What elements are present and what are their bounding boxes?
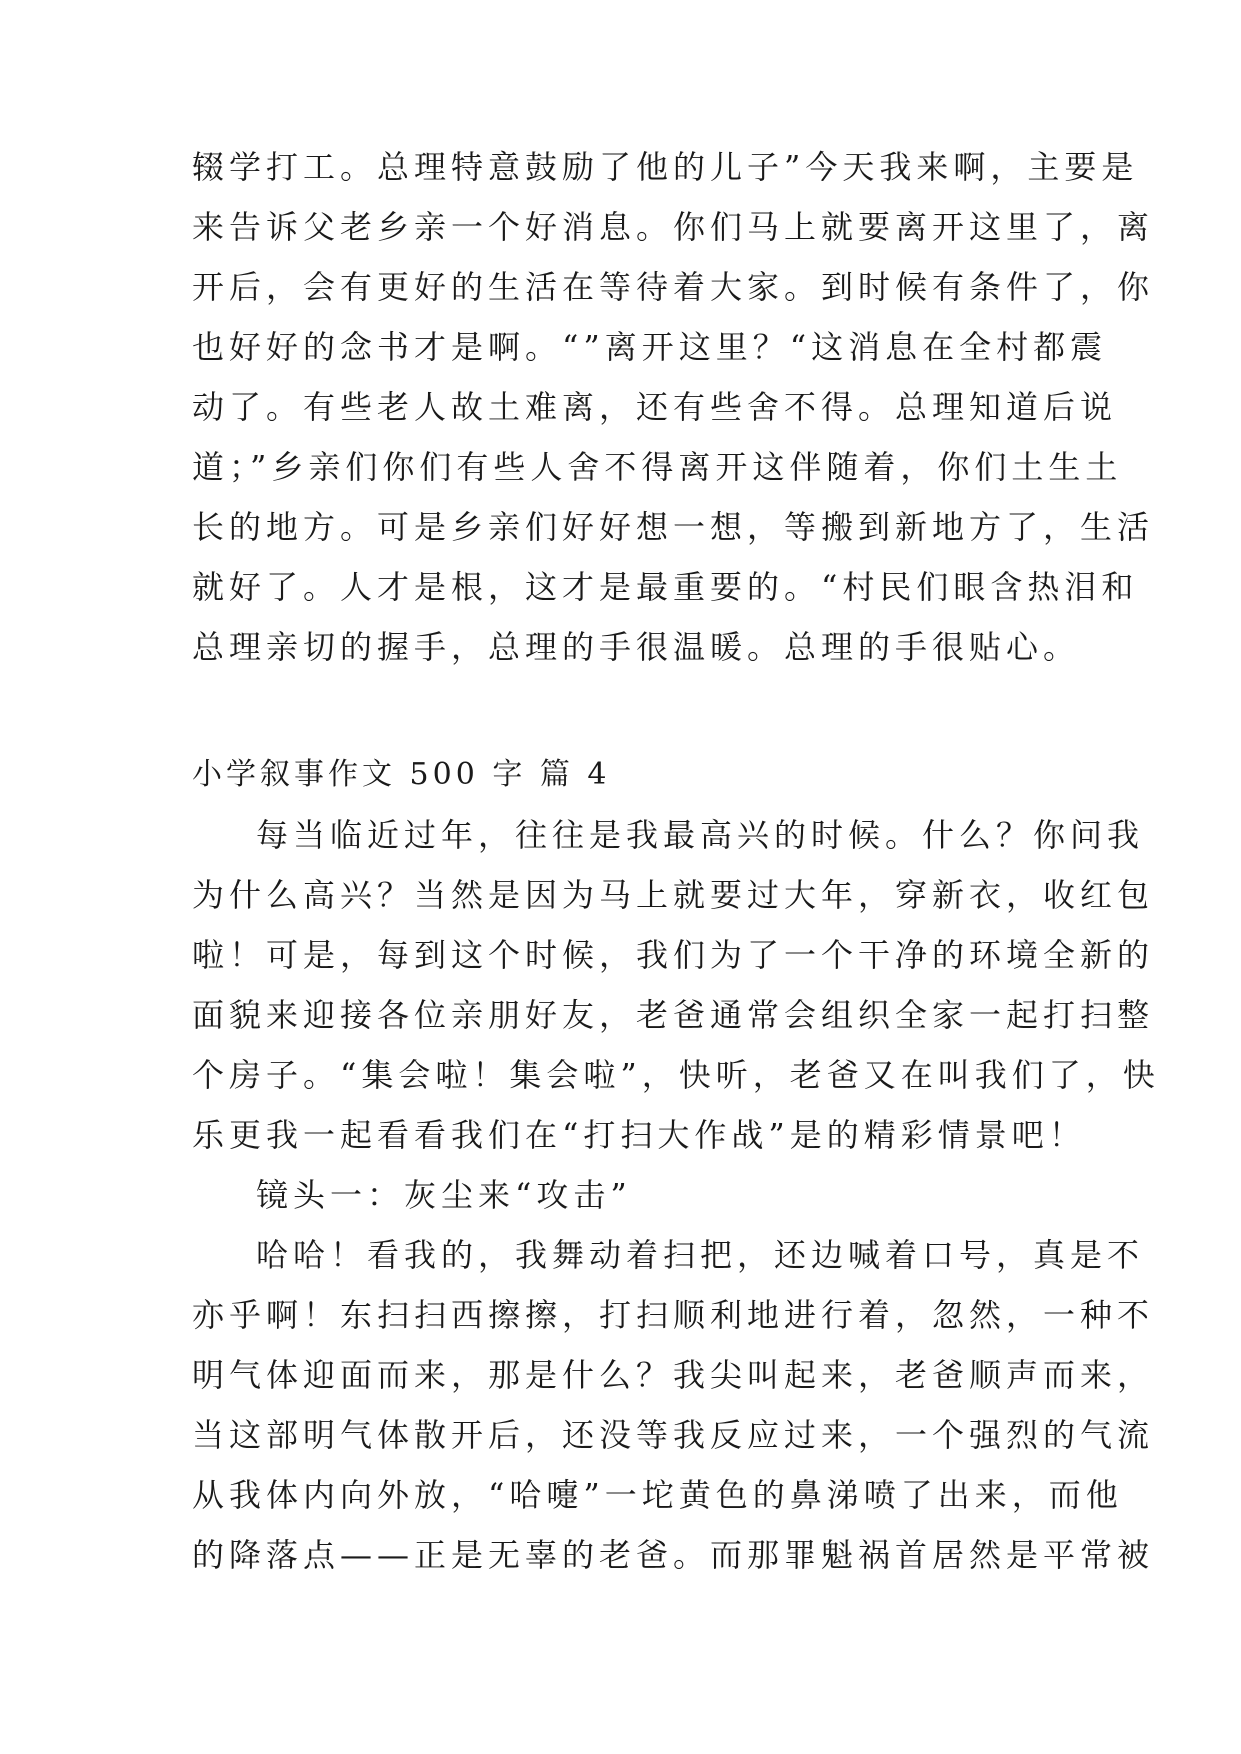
paragraph-intro xyxy=(192,805,1160,1585)
text-line: 辍学打工。总理特意鼓励了他的儿子”今天我来啊，主要是 xyxy=(192,148,1139,186)
text-line: 动了。有些老人故土难离，还有些舍不得。总理知道后说 xyxy=(192,388,1118,426)
text-line: 啦！可是，每到这个时候，我们为了一个干净的环境全新的 xyxy=(192,936,1155,974)
text-line: 面貌来迎接各位亲朋好友，老爸通常会组织全家一起打扫整 xyxy=(192,996,1155,1034)
text-line: 哈哈！看我的，我舞动着扫把，还边喊着口号，真是不 xyxy=(256,1236,1145,1274)
subheading: 镜头一：灰尘来“攻击” xyxy=(256,1176,632,1214)
text-line: 当这部明气体散开后，还没等我反应过来，一个强烈的气流 xyxy=(192,1416,1155,1454)
text-line: 总理亲切的握手，总理的手很温暖。总理的手很贴心。 xyxy=(192,628,1081,666)
text-line: 道；”乡亲们你们有些人舍不得离开这伴随着，你们土生土 xyxy=(192,448,1123,486)
text-line: 亦乎啊！东扫扫西擦擦，打扫顺利地进行着，忽然，一种不 xyxy=(192,1296,1155,1334)
text-line: 明气体迎面而来，那是什么？我尖叫起来，老爸顺声而来， xyxy=(192,1356,1155,1394)
text-line: 来告诉父老乡亲一个好消息。你们马上就要离开这里了，离 xyxy=(192,208,1155,246)
paragraph-top xyxy=(192,137,1155,677)
text-line: 为什么高兴？当然是因为马上就要过大年，穿新衣，收红包 xyxy=(192,876,1155,914)
text-line: 每当临近过年，往往是我最高兴的时候。什么？你问我 xyxy=(256,816,1145,854)
section-heading: 小学叙事作文 500 字 篇 4 xyxy=(192,757,611,792)
text-line: 就好了。人才是根，这才是最重要的。“村民们眼含热泪和 xyxy=(192,568,1139,606)
text-line: 长的地方。可是乡亲们好好想一想，等搬到新地方了，生活 xyxy=(192,508,1155,546)
text-line: 也好好的念书才是啊。“”离开这里？“这消息在全村都震 xyxy=(192,328,1108,366)
text-line: 开后，会有更好的生活在等待着大家。到时候有条件了，你 xyxy=(192,268,1155,306)
text-line: 从我体内向外放，“哈嚏”一坨黄色的鼻涕喷了出来，而他 xyxy=(192,1476,1123,1514)
text-line: 个房子。“集会啦！集会啦”，快听，老爸又在叫我们了，快 xyxy=(192,1056,1160,1094)
text-line: 乐更我一起看看我们在“打扫大作战”是的精彩情景吧！ xyxy=(192,1116,1086,1154)
text-line: 的降落点——正是无辜的老爸。而那罪魁祸首居然是平常被 xyxy=(192,1536,1155,1574)
